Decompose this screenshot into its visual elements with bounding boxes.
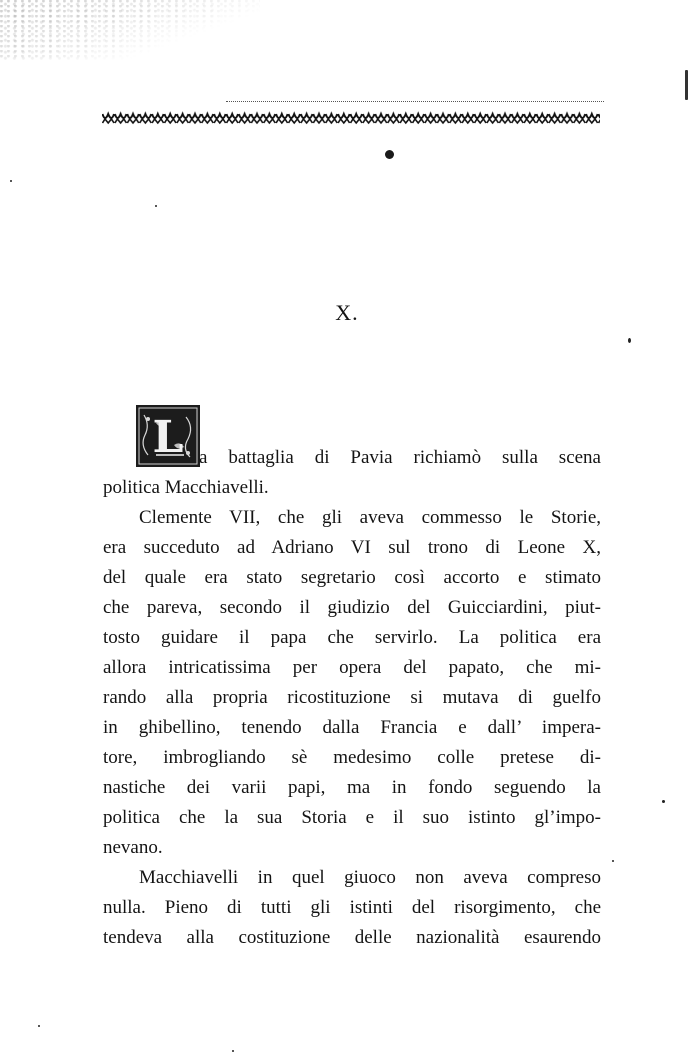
scan-speck xyxy=(232,1050,234,1052)
scan-speck xyxy=(612,860,614,862)
scan-speck xyxy=(10,180,12,182)
scan-speck xyxy=(38,1025,40,1027)
text-line: tosto guidare il papa che servirlo. La politica era xyxy=(103,627,601,648)
text-line: in ghibellino, tenendo dalla Francia e dall’ impera- xyxy=(103,717,601,738)
text-line: che pareva, secondo il giudizio del Guicciardini, piut- xyxy=(103,597,601,618)
body-text xyxy=(103,443,601,953)
page-scan-speckle xyxy=(0,0,260,60)
text-line: del quale era stato segretario così accorto e stimato xyxy=(103,567,601,588)
initial-letter: L xyxy=(152,412,184,463)
text-line: era succeduto ad Adriano VI sul trono di Leone X, xyxy=(103,537,601,558)
text-line: tendeva alla costituzione delle nazionalità esaurendo xyxy=(103,927,601,948)
text-line: rando alla propria ricostituzione si mutava di guelfo xyxy=(103,687,601,708)
scan-speck xyxy=(662,800,665,803)
text-line: a battaglia di Pavia richiamò sulla scena xyxy=(199,447,601,468)
header-dotted-rule xyxy=(226,101,604,102)
page-edge-mark xyxy=(685,70,688,100)
ornament-band-icon xyxy=(102,110,600,128)
text-line: nulla. Pieno di tutti gli istinti del risorgimento, che xyxy=(103,897,601,918)
text-line: tore, imbrogliando sè medesimo colle pretese di- xyxy=(103,747,601,768)
text-line: allora intricatissima per opera del papato, che mi- xyxy=(103,657,601,678)
text-line: nevano. xyxy=(103,837,163,858)
chapter-number: X. xyxy=(335,300,359,325)
scan-speck xyxy=(628,338,631,343)
scan-speck xyxy=(155,205,157,207)
text-line: politica che la sua Storia e il suo istinto gl’impo- xyxy=(103,807,601,828)
ink-blot-mark xyxy=(385,150,394,159)
text-line: nastiche dei varii papi, ma in fondo seguendo la xyxy=(103,777,601,798)
text-line: Macchiavelli in quel giuoco non aveva compreso xyxy=(139,867,601,888)
header-ornament-band xyxy=(102,110,600,128)
text-line: politica Macchiavelli. xyxy=(103,477,269,498)
text-line: Clemente VII, che gli aveva commesso le Storie, xyxy=(139,507,601,528)
